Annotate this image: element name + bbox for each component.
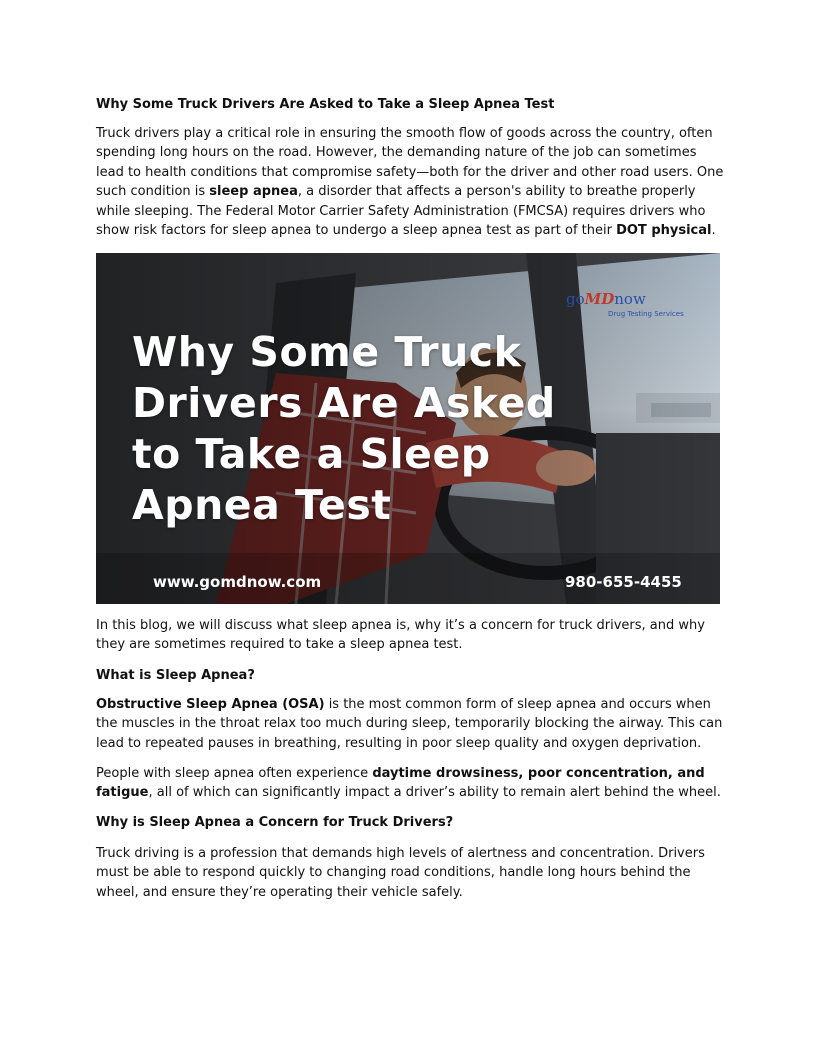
intro-bold-dot-physical: DOT physical — [616, 223, 712, 239]
logo-md: MD — [584, 290, 615, 308]
osa-bold-term: Obstructive Sleep Apnea (OSA) — [96, 697, 325, 712]
intro-paragraph — [96, 124, 726, 240]
osa-text: is the most common form of sleep apnea and occurs when the muscles in the throat relax too much during sleep, temporarily blocking the airway. This can lead to repeated pauses in breathing, resulting in poor sleep quality and oxygen deprivation. — [96, 697, 723, 751]
logo-now: now — [614, 290, 646, 308]
symptoms-bold: daytime drowsiness, poor concentration, and fatigue — [96, 766, 705, 801]
intro-bold-sleep-apnea: sleep apnea — [209, 184, 298, 200]
hero-title: Why Some Truck Drivers Are Asked to Take a Sleep Apnea Test — [132, 328, 556, 529]
gomdnow-logo — [566, 290, 686, 318]
article-heading: Why Some Truck Drivers Are Asked to Take a Sleep Apnea Test — [96, 97, 555, 112]
intro-text-2: , a disorder that affects a person's ability to breathe properly while sleeping. The Federal Motor Carrier Safety Administration (FMCSA) requires drivers who show risk factors for sleep apnea to undergo a sleep apnea test as part of their — [96, 184, 706, 239]
hero-image — [96, 253, 720, 604]
intro-text-1: Truck drivers play a critical role in ensuring the smooth flow of goods across the country, often spending long hours on the road. However, the demanding nature of the job can sometimes lead to health conditions that compromise safety—both for the driver and other road users. One such condition is — [96, 126, 724, 200]
intro-text-3: . — [711, 223, 716, 239]
logo-wordmark — [566, 290, 686, 308]
concern-paragraph: Truck driving is a profession that demands high levels of alertness and concentration. Drivers must be able to respond quickly to changing road conditions, handle long hours behind the wheel, and ensure they’re operating their vehicle safely. — [96, 846, 705, 900]
hero-phone-number: 980-655-4455 — [565, 573, 682, 591]
logo-go: go — [566, 290, 585, 308]
symptoms-paragraph — [96, 764, 726, 803]
blog-intro-paragraph: In this blog, we will discuss what sleep apnea is, why it’s a concern for truck drivers, and why they are sometimes required to take a sleep apnea test. — [96, 618, 705, 653]
osa-paragraph — [96, 695, 726, 753]
section-heading-what-is: What is Sleep Apnea? — [96, 668, 255, 683]
symptoms-text-2: , all of which can significantly impact a driver’s ability to remain alert behind the wheel. — [148, 785, 721, 801]
hero-website: www.gomdnow.com — [153, 573, 322, 591]
symptoms-text-1: People with sleep apnea often experience — [96, 766, 373, 781]
section-heading-concern: Why is Sleep Apnea a Concern for Truck Drivers? — [96, 815, 454, 830]
logo-tagline: Drug Testing Services — [608, 310, 684, 318]
